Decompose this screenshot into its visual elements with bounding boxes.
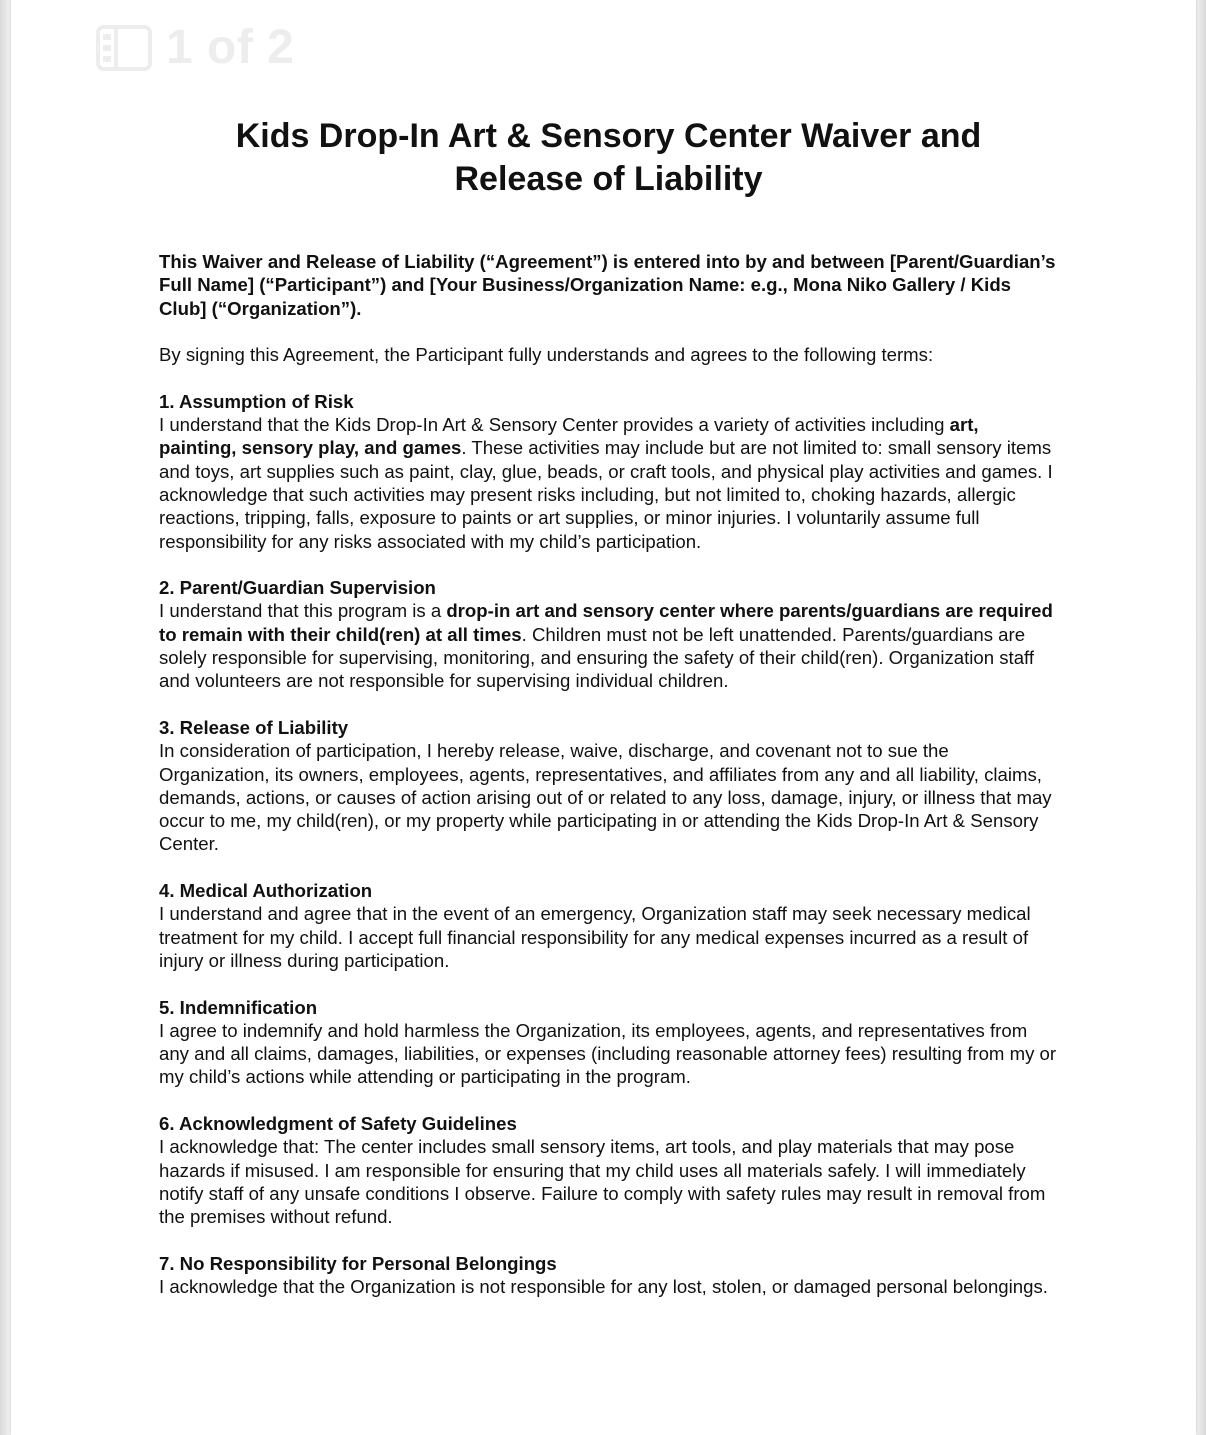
body-text: I understand that the Kids Drop-In Art & Sensory Center provides a variety of activities including [159, 414, 950, 436]
page-thumbnails-icon[interactable] [96, 25, 152, 71]
section-heading: 6. Acknowledgment of Safety Guidelines [159, 1112, 517, 1134]
body-text: . These activities may include but are not limited to: small sensory items and toys, art supplies such as paint, clay, glue, beads, or craft tools, and physical play activities and games. I acknowledge that such activities may present risks including, but not limited to, choking hazards, allergic reactions, tripping, falls, exposure to paints or art supplies, or minor injuries. I voluntarily assume full responsibility for any risks associated with my child’s participation. [159, 437, 1053, 552]
section-heading: 7. No Responsibility for Personal Belongings [159, 1252, 557, 1274]
section-body [159, 599, 1059, 692]
document-body [159, 250, 1059, 1298]
lead-paragraph: By signing this Agreement, the Participant fully understands and agrees to the following terms: [159, 344, 934, 366]
title-line-2: Release of Liability [454, 160, 763, 198]
body-bold-text: art, painting, sensory play, and games [159, 414, 979, 459]
section-parent-guardian-supervision [159, 576, 1059, 692]
section-heading: 2. Parent/Guardian Supervision [159, 577, 436, 599]
section-medical-authorization [159, 879, 1059, 972]
section-heading: 3. Release of Liability [159, 716, 349, 738]
section-body [159, 413, 1059, 553]
title-line-1: Kids Drop-In Art & Sensory Center Waiver and [235, 117, 982, 155]
page-count-label: 1 of 2 [166, 21, 295, 74]
section-body: I agree to indemnify and hold harmless the Organization, its employees, agents, and representatives from any and all claims, damages, liabilities, or expenses (including reasonable attorney fees) resulting from my or my child’s actions while attending or participating in the program. [159, 1019, 1057, 1088]
section-indemnification [159, 996, 1059, 1089]
body-bold-text: drop-in art and sensory center where parents/guardians are required to remain with their child(ren) at all times [159, 600, 1053, 645]
section-heading: 5. Indemnification [159, 996, 318, 1018]
document-page [11, 0, 1196, 1435]
section-body: In consideration of participation, I hereby release, waive, discharge, and covenant not to sue the Organization, its owners, employees, agents, representatives, and affiliates from any and all liability, claims, demands, actions, or causes of action arising out of or related to any loss, damage, injury, or illness that may occur to me, my child(ren), or my property while participating in or attending the Kids Drop-In Art & Sensory Center. [159, 740, 1052, 855]
section-personal-belongings [159, 1252, 1059, 1299]
document-title [11, 115, 1206, 201]
section-body: I acknowledge that: The center includes small sensory items, art tools, and play materials that may pose hazards if misused. I am responsible for ensuring that my child uses all materials safely. I will immediately notify staff of any unsafe conditions I observe. Failure to comply with safety rules may result in removal from the premises without refund. [159, 1136, 1046, 1228]
section-body: I acknowledge that the Organization is not responsible for any lost, stolen, or damaged personal belongings. [159, 1276, 1048, 1298]
section-body: I understand and agree that in the event of an emergency, Organization staff may seek necessary medical treatment for my child. I accept full financial responsibility for any medical expenses incurred as a result of injury or illness during participation. [159, 903, 1031, 971]
section-safety-guidelines [159, 1112, 1059, 1228]
intro-paragraph: This Waiver and Release of Liability (“Agreement”) is entered into by and between [Parent/Guardian’s Full Name] (“Participant”) and [Your Business/Organization Name: e.g., Mona Niko Gallery / Kids Club] (“Organization”). [159, 251, 1056, 319]
body-text: I understand that this program is a [159, 600, 447, 622]
section-assumption-of-risk [159, 390, 1059, 553]
section-heading: 1. Assumption of Risk [159, 390, 354, 412]
section-release-of-liability [159, 716, 1059, 856]
page-indicator[interactable] [96, 22, 294, 74]
body-text: . Children must not be left unattended. Parents/guardians are solely responsible for supervising, monitoring, and ensuring the safety of their child(ren). Organization staff and volunteers are not responsible for supervising individual children. [159, 623, 1035, 692]
section-heading: 4. Medical Authorization [159, 880, 373, 902]
